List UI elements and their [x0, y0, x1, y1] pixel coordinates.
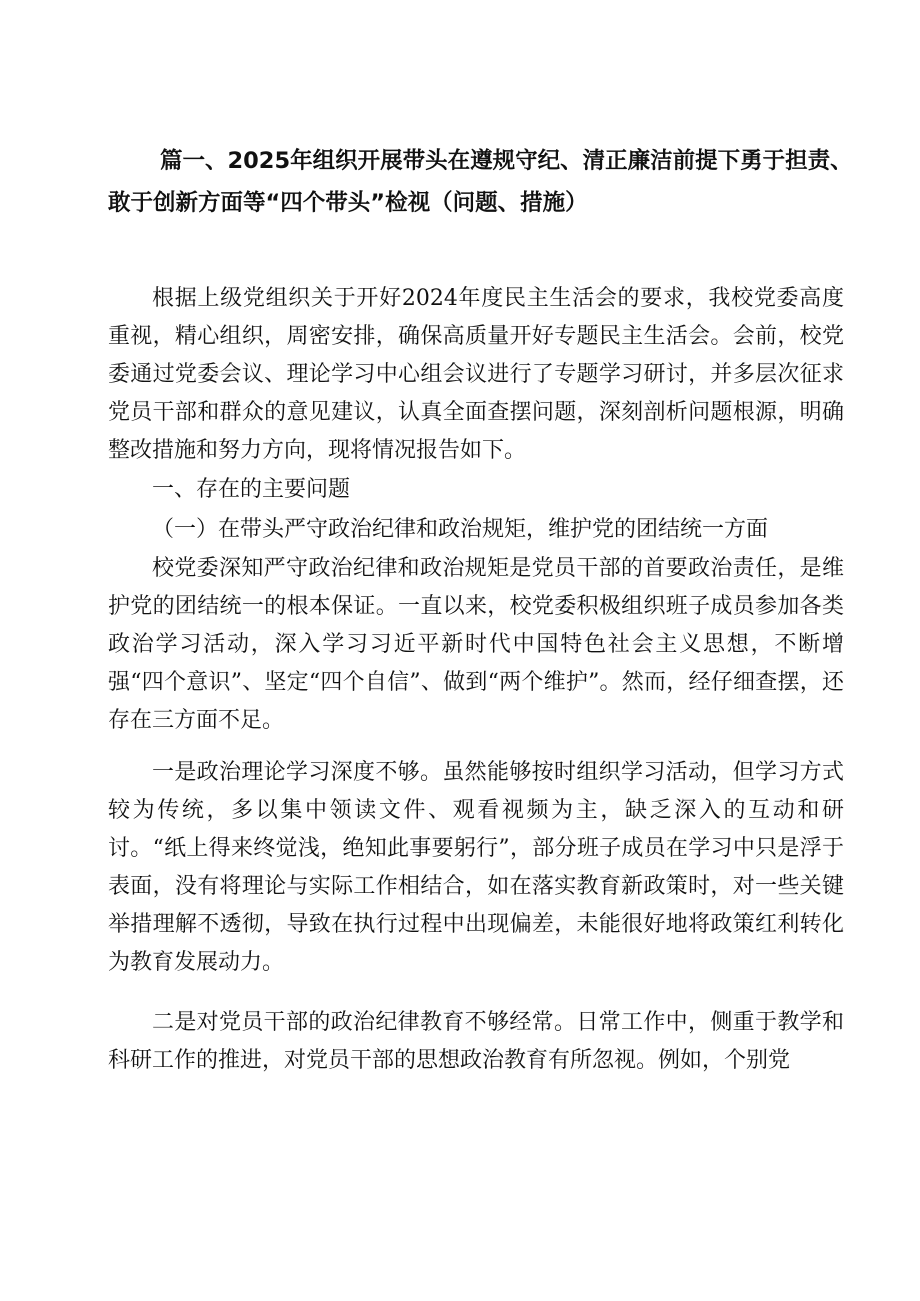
intro-paragraph: 根据上级党组织关于开好2024年度民主生活会的要求，我校党委高度重视，精心组织，周密安排，确保高质量开好专题民主生活会。会前，校党委通过党委会议、理论学习中心组会议进行了专题学习研讨，并多层次征求党员干部和群众的意见建议，认真全面查摆问题，深刻剖析问题根源，明确整改措施和努力方向，现将情况报告如下。	[108, 286, 844, 463]
document-body	[108, 280, 844, 1080]
section-heading: 一、存在的主要问题	[152, 477, 351, 502]
title-line-1: 篇一、2025年组织开展带头在遵规守纪、清正廉洁前提下勇于担责、	[160, 148, 853, 174]
body-paragraph-2: 一是政治理论学习深度不够。虽然能够按时组织学习活动，但学习方式较为传统，多以集中领读文件、观看视频为主，缺乏深入的互动和研讨。“纸上得来终觉浅，绝知此事要躬行”，部分班子成员在学习中只是浮于表面，没有将理论与实际工作相结合，如在落实教育新政策时，对一些关键举措理解不透彻，导致在执行过程中出现偏差，未能很好地将政策红利转化为教育发展动力。	[108, 760, 844, 975]
body-paragraph-1: 校党委深知严守政治纪律和政治规矩是党员干部的首要政治责任，是维护党的团结统一的根本保证。一直以来，校党委积极组织班子成员参加各类政治学习活动，深入学习习近平新时代中国特色社会主义思想，不断增强“四个意识”、坚定“四个自信”、做到“两个维护”。然而，经仔细查摆，还存在三方面不足。	[108, 556, 844, 733]
title-line-2: 敢于创新方面等“四个带头”检视（问题、措施）	[108, 190, 588, 216]
document-title	[108, 140, 853, 224]
subsection-heading: （一）在带头严守政治纪律和政治规矩，维护党的团结统一方面	[152, 517, 769, 542]
body-paragraph-3: 二是对党员干部的政治纪律教育不够经常。日常工作中，侧重于教学和科研工作的推进，对党员干部的思想政治教育有所忽视。例如，个别党	[108, 1010, 844, 1073]
